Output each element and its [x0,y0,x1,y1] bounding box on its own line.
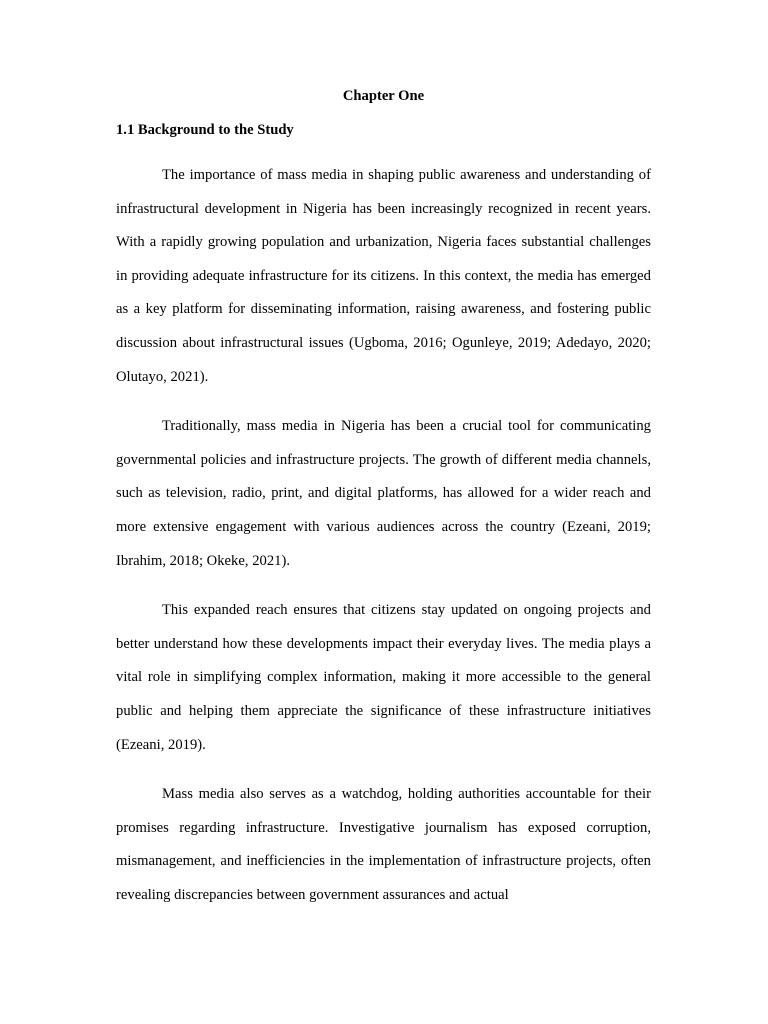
paragraph: This expanded reach ensures that citizens stay updated on ongoing projects and better understand how these developments impact their everyday lives. The media plays a vital role in simplifying complex information, making it more accessible to the general public and helping them appreciate the significance of these infrastructure initiatives (Ezeani, 2019). [116,602,651,753]
document-body [116,85,651,912]
chapter-title: Chapter One [342,88,425,104]
paragraph: Traditionally, mass media in Nigeria has been a crucial tool for communicating governmental policies and infrastructure projects. The growth of different media channels, such as television, radio, print, and digital platforms, has allowed for a wider reach and more extensive engagement with various audiences across the country (Ezeani, 2019; Ibrahim, 2018; Okeke, 2021). [116,418,651,569]
paragraph: The importance of mass media in shaping public awareness and understanding of infrastructural development in Nigeria has been increasingly recognized in recent years. With a rapidly growing population and urbanization, Nigeria faces substantial challenges in providing adequate infrastructure for its citizens. In this context, the media has emerged as a key platform for disseminating information, raising awareness, and fostering public discussion about infrastructural issues (Ugboma, 2016; Ogunleye, 2019; Adedayo, 2020; Olutayo, 2021). [116,167,651,385]
section-heading: 1.1 Background to the Study [116,122,294,138]
paragraph: Mass media also serves as a watchdog, holding authorities accountable for their promises regarding infrastructure. Investigative journalism has exposed corruption, mismanagement, and inefficiencies in the implementation of infrastructure projects, often revealing discrepancies between government assurances and actual [116,786,651,903]
